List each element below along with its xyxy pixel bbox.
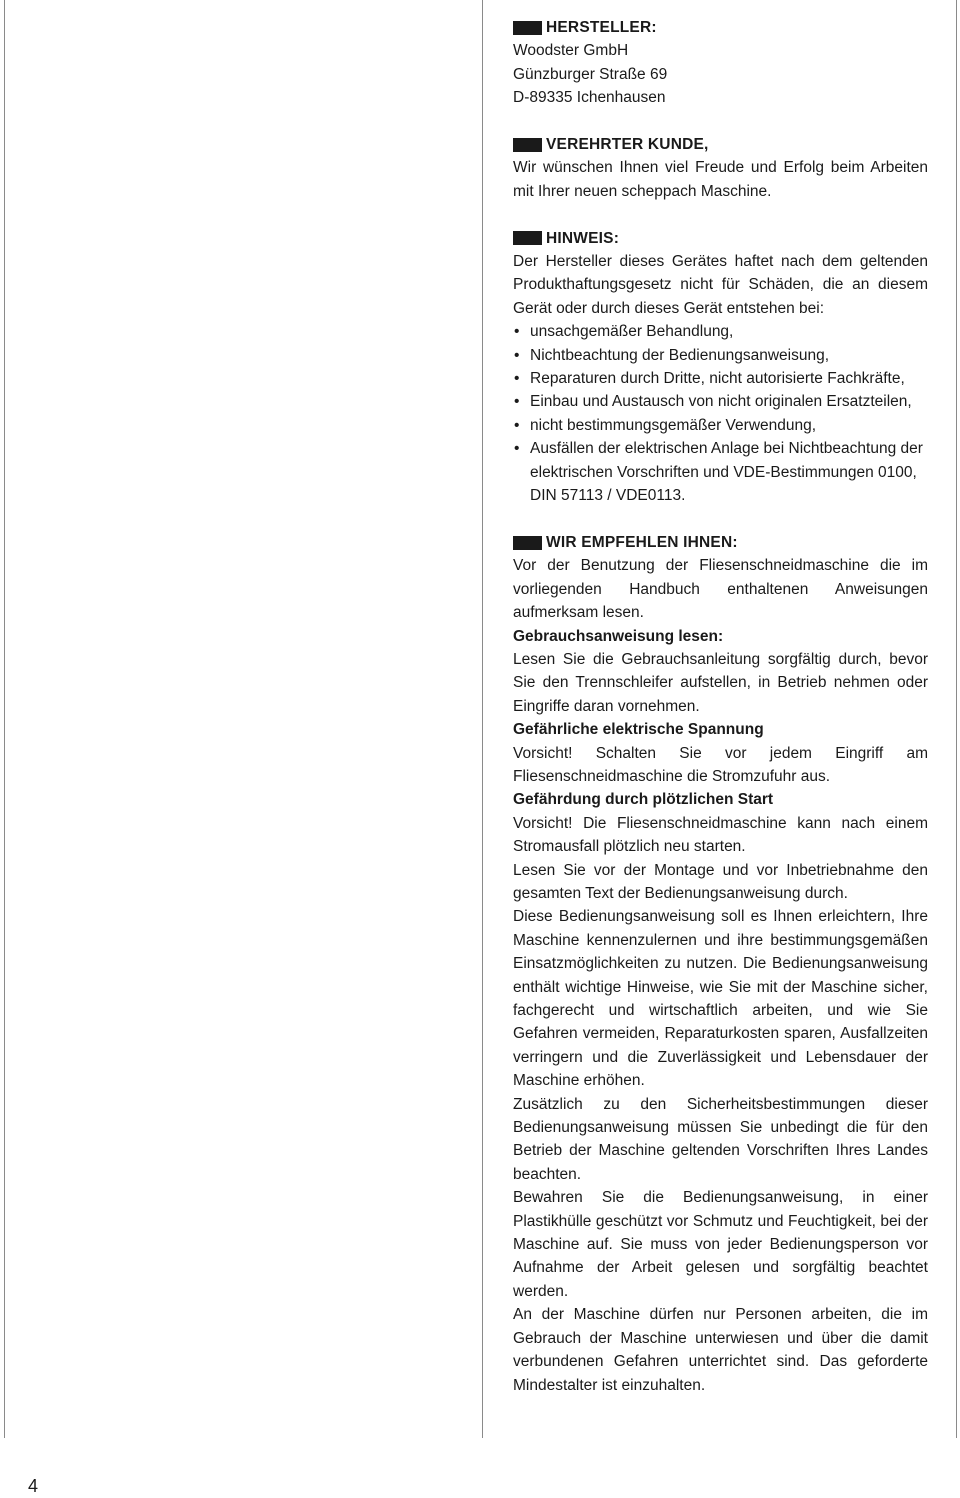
manufacturer-heading-text: HERSTELLER: xyxy=(546,19,657,36)
list-item xyxy=(513,320,928,343)
text-column xyxy=(513,16,928,1397)
manufacturer-line: Günzburger Straße 69 xyxy=(513,65,668,83)
list-item-text: Reparaturen durch Dritte, nicht autorisierte Fachkräfte, xyxy=(530,370,905,388)
manufacturer-line: Woodster GmbH xyxy=(513,42,629,60)
page-number: 4 xyxy=(28,1476,39,1496)
dear-customer-heading-text: VEREHRTER KUNDE, xyxy=(546,136,709,154)
recommend-heading-text: WIR EMPFEHLEN IHNEN: xyxy=(546,533,738,551)
sudden-start-text: Vorsicht! Die Fliesenschneidmaschine kann nach einem Stromausfall plötzlich neu starten. xyxy=(513,814,928,856)
body-paragraph: Zusätzlich zu den Sicherheitsbestimmungen dieser Bedienungsanweisung müssen Sie unbedingt die für den Betrieb der Maschine geltenden Vorschriften Ihres Landes beachten. xyxy=(513,1095,928,1183)
list-item xyxy=(513,344,928,367)
list-item xyxy=(513,367,928,390)
manufacturer-heading xyxy=(513,16,928,39)
manufacturer-line: D-89335 Ichenhausen xyxy=(513,89,666,107)
heading-marker-icon xyxy=(513,138,542,152)
recommend-intro: Vor der Benutzung der Fliesenschneidmaschine die im vorliegenden Handbuch enthaltenen Anweisungen aufmerksam lesen. xyxy=(513,557,928,622)
list-item-text: Einbau und Austausch von nicht originalen Ersatzteilen, xyxy=(530,393,912,411)
voltage-warning-title: Gefährliche elektrische Spannung xyxy=(513,721,764,739)
read-manual-title: Gebrauchsanweisung lesen: xyxy=(513,627,724,645)
list-item xyxy=(513,414,928,437)
manufacturer-section xyxy=(513,16,928,110)
column-divider-rule xyxy=(482,0,483,1438)
dear-customer-heading xyxy=(513,133,928,156)
bullet-icon: • xyxy=(514,440,520,458)
notice-heading-text: HINWEIS: xyxy=(546,229,620,247)
read-manual-text: Lesen Sie die Gebrauchsanleitung sorgfältig durch, bevor Sie den Trennschleifer aufstellen, in Betrieb nehmen oder Eingriffe daran vornehmen. xyxy=(513,650,928,715)
liability-list xyxy=(513,320,928,507)
body-paragraph: Lesen Sie vor der Montage und vor Inbetriebnahme den gesamten Text der Bedienungsanweisung durch. xyxy=(513,861,928,902)
notice-section xyxy=(513,227,928,508)
list-item-text: Ausfällen der elektrischen Anlage bei Nichtbeachtung der elektrischen Vorschriften und VDE-Bestimmungen 0100, DIN 57113 / VDE0113. xyxy=(530,440,923,505)
list-item-text: nicht bestimmungsgemäßer Verwendung, xyxy=(530,416,817,434)
notice-heading xyxy=(513,227,928,250)
heading-marker-icon xyxy=(513,231,542,245)
heading-marker-icon xyxy=(513,536,542,550)
bullet-icon: • xyxy=(514,416,520,434)
voltage-warning-text: Vorsicht! Schalten Sie vor jedem Eingriff am Fliesenschneidmaschine die Stromzufuhr aus. xyxy=(513,744,928,785)
dear-customer-text: Wir wünschen Ihnen viel Freude und Erfolg beim Arbeiten mit Ihrer neuen scheppach Maschine. xyxy=(513,159,928,200)
body-paragraph: Diese Bedienungsanweisung soll es Ihnen erleichtern, Ihre Maschine kennenzulernen und ihre bestimmungsgemäßen Einsatzmöglichkeiten zu nutzen. Die Bedienungsanweisung enthält wichtige Hinweise, wie Sie mit der Maschine sicher, fachgerecht und wirtschaftlich arbeiten, und wie Sie Gefahren vermeiden, Reparaturkosten sparen, Ausfallzeiten verringern und die Zuverlässigkeit und Lebensdauer der Maschine erhöhen. xyxy=(513,908,928,1090)
heading-marker-icon xyxy=(513,21,542,35)
list-item xyxy=(513,437,928,507)
bullet-icon: • xyxy=(514,393,520,411)
sudden-start-title: Gefährdung durch plötzlichen Start xyxy=(513,791,774,809)
bullet-icon: • xyxy=(514,370,520,388)
left-border-rule xyxy=(4,0,5,1438)
list-item-text: Nichtbeachtung der Bedienungsanweisung, xyxy=(530,346,830,364)
right-border-rule xyxy=(956,0,957,1438)
notice-intro: Der Hersteller dieses Gerätes haftet nach dem geltenden Produkthaftungsgesetz nicht für Schäden, die an diesem Gerät oder durch dieses Gerät entstehen bei: xyxy=(513,253,928,317)
body-paragraph: An der Maschine dürfen nur Personen arbeiten, die im Gebrauch der Maschine unterwiesen und über die damit verbundenen Gefahren unterrichtet sind. Das geforderte Mindestalter ist einzuhalten. xyxy=(513,1306,928,1394)
list-item xyxy=(513,390,928,413)
recommend-heading xyxy=(513,531,928,554)
bullet-icon: • xyxy=(514,323,520,341)
recommend-section xyxy=(513,531,928,1397)
list-item-text: unsachgemäßer Behandlung, xyxy=(530,323,734,341)
body-paragraph: Bewahren Sie die Bedienungsanweisung, in einer Plastikhülle geschützt vor Schmutz und Feuchtigkeit, bei der Maschine auf. Sie muss von jeder Bedienungsperson vor Aufnahme der Arbeit gelesen und sorgfältig beachtet werden. xyxy=(513,1189,928,1300)
dear-customer-section xyxy=(513,133,928,203)
bullet-icon: • xyxy=(514,346,520,364)
